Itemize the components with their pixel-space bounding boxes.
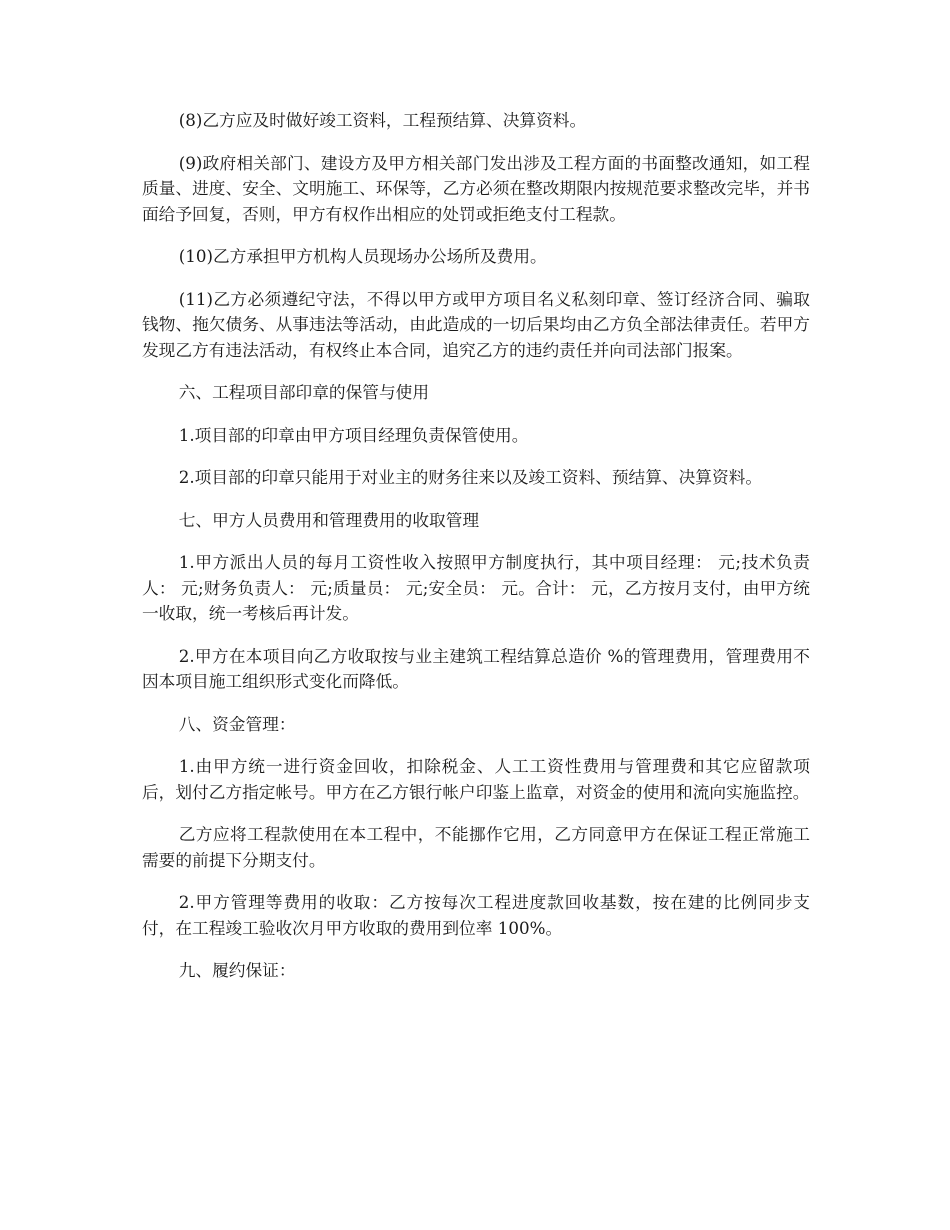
section-8-item-2: 2.甲方管理等费用的收取：乙方按每次工程进度款回收基数，按在建的比例同步支付，在工程竣工验收次月甲方收取的费用到位率 100%。 bbox=[142, 892, 810, 938]
clause-11: (11)乙方必须遵纪守法，不得以甲方或甲方项目名义私刻印章、签订经济合同、骗取钱物、拖欠债务、从事违法等活动，由此造成的一切后果均由乙方负全部法律责任。若甲方发现乙方有违法活动，有权终止本合同，追究乙方的违约责任并向司法部门报案。 bbox=[142, 288, 810, 360]
clause-9: (9)政府相关部门、建设方及甲方相关部门发出涉及工程方面的书面整改通知，如工程质量、进度、安全、文明施工、环保等，乙方必须在整改期限内按规范要求整改完毕，并书面给予回复，否则，甲方有权作出相应的处罚或拒绝支付工程款。 bbox=[142, 152, 810, 224]
section-7-item-1: 1.甲方派出人员的每月工资性收入按照甲方制度执行，其中项目经理： 元;技术负责人： 元;财务负责人： 元;质量员： 元;安全员： 元。合计： 元，乙方按月支付，由甲方统一收取，统一考核后再计发。 bbox=[142, 552, 810, 623]
section-7-heading: 七、甲方人员费用和管理费用的收取管理 bbox=[178, 509, 480, 530]
section-8-item-1: 1.由甲方统一进行资金回收，扣除税金、人工工资性费用与管理费和其它应留款项后，划付乙方指定帐号。甲方在乙方银行帐户印鉴上监章，对资金的使用和流向实施监控。 bbox=[142, 756, 810, 802]
document-page bbox=[142, 108, 810, 1001]
section-6-item-2: 2.项目部的印章只能用于对业主的财务往来以及竣工资料、预结算、决算资料。 bbox=[178, 467, 763, 487]
clause-10: (10)乙方承担甲方机构人员现场办公场所及费用。 bbox=[178, 246, 547, 266]
clause-8: (8)乙方应及时做好竣工资料，工程预结算、决算资料。 bbox=[178, 110, 587, 130]
section-6-item-1: 1.项目部的印章由甲方项目经理负责保管使用。 bbox=[178, 424, 529, 445]
section-7-item-2: 2.甲方在本项目向乙方收取按与业主建筑工程结算总造价 %的管理费用，管理费用不因本项目施工组织形式变化而降低。 bbox=[142, 645, 810, 691]
section-8-item-1-continued: 乙方应将工程款使用在本工程中，不能挪作它用，乙方同意甲方在保证工程正常施工需要的前提下分期支付。 bbox=[142, 824, 810, 870]
section-8-heading: 八、资金管理： bbox=[178, 713, 296, 734]
section-9-heading: 九、履约保证： bbox=[178, 960, 296, 980]
section-6-heading: 六、工程项目部印章的保管与使用 bbox=[178, 382, 430, 402]
